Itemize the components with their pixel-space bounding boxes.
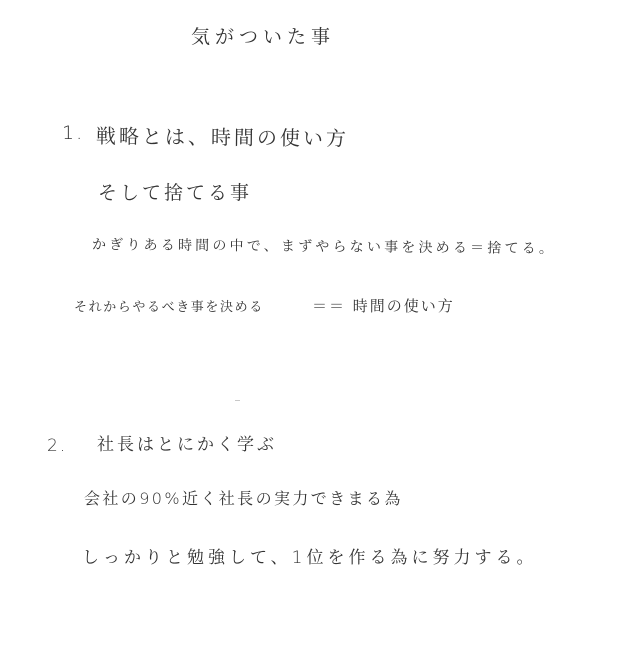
item-1-conclusion: それからやるべき事を決める: [74, 300, 264, 315]
item-1-subheading: そして捨てる事: [98, 182, 253, 204]
item-2-detail: 会社の90%近く社長の実力できまる為: [84, 489, 403, 508]
item-1-conclusion-tail: ＝＝ 時間の使い方: [312, 297, 455, 315]
item-1-detail: かぎりある時間の中で、まずやらない事を決める＝捨てる。: [91, 237, 557, 258]
item-2-conclusion: しっかりと勉強して、1位を作る為に努力する。: [82, 548, 538, 568]
note-title: 気がついた事: [191, 26, 336, 48]
pen-mark: [235, 400, 240, 401]
item-1-number: 1.: [62, 122, 85, 144]
item-1-heading: 戦略とは、時間の使い方: [95, 124, 350, 151]
item-2-heading: 社長はとにかく学ぶ: [97, 435, 277, 455]
item-2-number: 2.: [47, 436, 68, 456]
